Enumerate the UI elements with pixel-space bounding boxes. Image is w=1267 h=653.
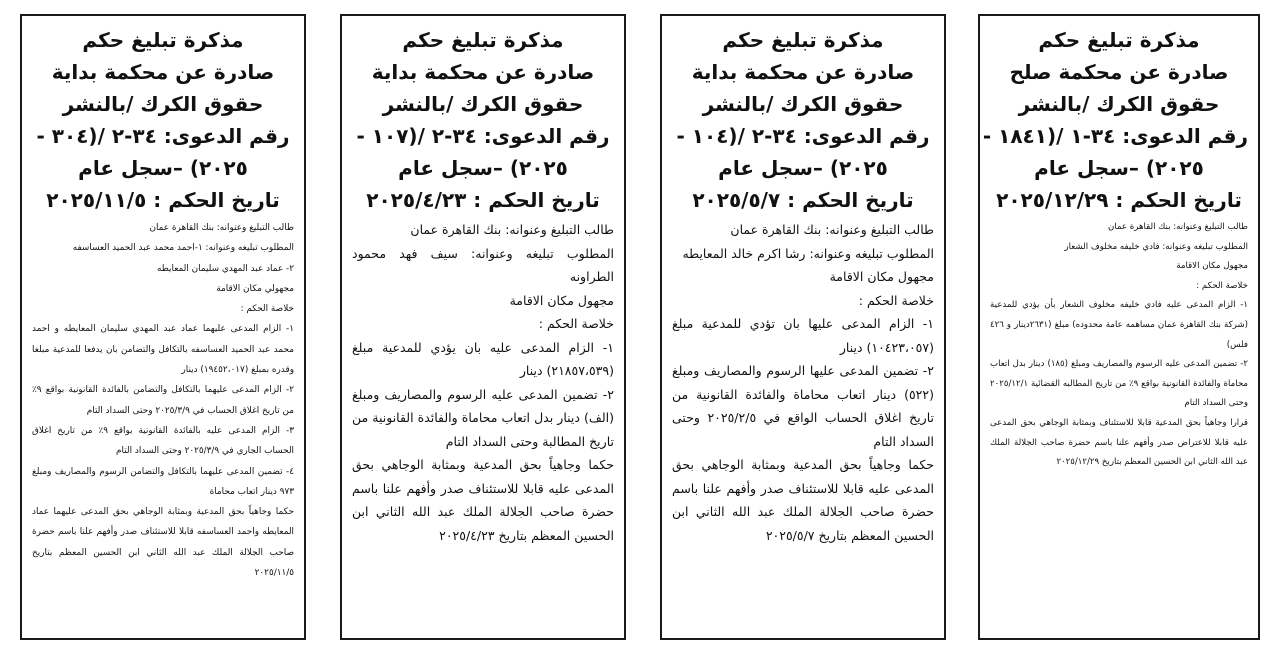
notice-case-year: ٢٠٢٥) –سجل عام (718, 156, 888, 180)
notice-case-number: رقم الدعوى: ٣٤-٢ /(١٠٤ - (676, 124, 930, 148)
notice-judgment-date: تاريخ الحكم : ٢٠٢٥/٥/٧ (692, 188, 914, 212)
notice-case-year: ٢٠٢٥) –سجل عام (78, 156, 248, 180)
notice-line: ٢- عماد عبد المهدي سليمان المعايطه (156, 263, 294, 274)
notice-location: حقوق الكرك /بالنشر (382, 92, 584, 116)
notice-line: خلاصة الحكم : (240, 304, 294, 315)
notice-line: المطلوب تبليغه وعنوانه: رشا اكرم خالد المعايطه (682, 245, 934, 261)
notice-title: مذكرة تبليغ حكم (1038, 28, 1200, 52)
notice-line: طالب التبليغ وعنوانه: بنك القاهرة عمان (149, 223, 294, 233)
notice-judgment-date: تاريخ الحكم : ٢٠٢٥/١٢/٢٩ (996, 188, 1242, 212)
notice-body (352, 218, 614, 547)
notice-body (32, 218, 294, 583)
notice-line: ١- الزام المدعى عليهما عماد عبد المهدي سليمان المعايطه و احمد محمد عبد الحميد العساسفه بالتكافل والتضامن بان يدفعا للمدعية مبلغا وقدره بمبلغ (١٩٤٥٢،٠١٧) دينار (32, 324, 294, 376)
notice-case-number: رقم الدعوى: ٣٤-٢ /(٣٠٤ - (36, 124, 290, 148)
notice-body (672, 218, 934, 547)
notice-line: طالب التبليغ وعنوانه: بنك القاهرة عمان (730, 222, 934, 237)
notice-line: ٤- تضمين المدعى عليهما بالتكافل والتضامن الرسوم والمصاريف ومبلغ ٩٧٣ دينار اتعاب محاماة (32, 466, 294, 497)
notice-line: مجهول مكان الاقامة (829, 269, 934, 284)
notice-case-number: رقم الدعوى: ٣٤-٢ /(١٠٧ - (356, 124, 610, 148)
notice-title: مذكرة تبليغ حكم (402, 28, 564, 52)
notice-line: مجهولي مكان الاقامة (216, 283, 294, 294)
notice-line: المطلوب تبليغه وعنوانه: فادي خليفه مخلوف الشعار (1064, 241, 1248, 252)
notice-court: صادرة عن محكمة صلح (1009, 60, 1229, 84)
notice-line: ٢- تضمين المدعى عليها الرسوم والمصاريف ومبلغ (٥٢٢) دينار اتعاب محاماة والفائدة القانونية من تاريخ اغلاق الحساب الواقع في ٢٠٢٥/٢/٥ وحتى السداد التام (672, 363, 934, 449)
notice-line: مجهول مكان الاقامة (1176, 261, 1248, 272)
notice-location: حقوق الكرك /بالنشر (702, 92, 904, 116)
notice-card-3 (340, 14, 626, 640)
notice-court: صادرة عن محكمة بداية (691, 60, 915, 84)
notice-judgment-date: تاريخ الحكم : ٢٠٢٥/٤/٢٣ (366, 188, 600, 212)
notice-card-2 (660, 14, 946, 640)
notice-line: ٢- الزام المدعى عليهما بالتكافل والتضامن بالفائدة القانونية بواقع ٩٪ من تاريخ اغلاق الحساب في ٢٠٢٥/٣/٩ وحتى السداد التام (32, 385, 294, 416)
notice-line: المطلوب تبليغه وعنوانه: ١-احمد محمد عبد الحميد العساسفه (72, 243, 294, 254)
notice-location: حقوق الكرك /بالنشر (62, 92, 264, 116)
notice-line: ٢- تضمين المدعى عليه الرسوم والمصاريف ومبلغ (١٨٥) دينار بدل اتعاب محاماة والفائدة القانونية بواقع ٩٪ من تاريخ المطالبه القضائية ٢٠٢٥/١٢/١ وحتى السداد التام (990, 359, 1248, 409)
notice-line: حكما وجاهياً بحق المدعية وبمثابة الوجاهي بحق المدعى عليه قابلا للاستئناف صدر وأفهم علنا باسم حضرة صاحب الجلالة الملك عبد الله الثاني ابن الحسين المعظم بتاريخ ٢٠٢٥/٤/٢٣ (352, 457, 614, 543)
notice-court: صادرة عن محكمة بداية (51, 60, 275, 84)
notice-line: خلاصة الحكم : (1196, 280, 1248, 291)
notice-line: طالب التبليغ وعنوانه: بنك القاهرة عمان (1108, 222, 1248, 232)
notice-line: خلاصة الحكم : (538, 316, 614, 331)
notice-card-4 (20, 14, 306, 640)
notice-line: خلاصة الحكم : (858, 292, 934, 308)
notice-court: صادرة عن محكمة بداية (371, 60, 595, 84)
notice-line: حكما وجاهياً بحق المدعية وبمثابة الوجاهي بحق المدعى عليهما عماد المعايطه واحمد العساسفه قابلا للاستئناف صدر وأفهم علنا باسم حضرة صاحب الجلالة الملك عبد الله الثاني ابن الحسين المعظم بتاريخ ٢٠٢٥/١١/٥ (32, 507, 294, 579)
notice-judgment-date: تاريخ الحكم : ٢٠٢٥/١١/٥ (46, 188, 280, 212)
notice-line: ٣- الزام المدعى عليه بالفائدة القانونية بواقع ٩٪ من تاريخ اغلاق الحساب الجاري في ٢٠٢٥/٣/٩ وحتى السداد التام (32, 425, 295, 457)
notice-body (990, 218, 1248, 473)
notice-line: المطلوب تبليغه وعنوانه: سيف فهد محمود الطراونه (352, 245, 614, 284)
notice-title: مذكرة تبليغ حكم (82, 28, 244, 52)
notice-line: ١- الزام المدعى عليه فادي خليفه مخلوف الشعار بأن يؤدي للمدعية (شركة بنك القاهرة عمان مساهمه عامة محدوده) مبلغ (٢٦٣١دينار و ٤٢٦ فلس) (990, 300, 1248, 350)
notice-line: ١- الزام المدعى عليه بان يؤدي للمدعية مبلغ (٢١٨٥٧،٥٣٩) دينار (352, 339, 614, 378)
notice-location: حقوق الكرك /بالنشر (1018, 92, 1220, 116)
notice-line: طالب التبليغ وعنوانه: بنك القاهرة عمان (410, 222, 614, 237)
notice-line: ٢- تضمين المدعى عليه الرسوم والمصاريف ومبلغ (الف) دينار بدل اتعاب محاماة والفائدة القانونية من تاريخ المطالبة وحتى السداد التام (352, 386, 614, 449)
notice-title: مذكرة تبليغ حكم (722, 28, 884, 52)
notice-line: قرارا وجاهياً بحق المدعية قابلا للاستئناف وبمثابة الوجاهي بحق المدعى عليه قابلا للاعتراض صدر وأفهم علنا باسم حضرة صاحب الجلالة الملك عبد الله الثاني ابن الحسين المعظم بتاريخ ٢٠٢٥/١٢/٢٩ (990, 417, 1248, 468)
notice-line: مجهول مكان الاقامة (509, 292, 614, 308)
notice-card-1 (978, 14, 1260, 640)
notice-line: ١- الزام المدعى عليها بان تؤدي للمدعية مبلغ (١٠٤٢٣،٠٥٧) دينار (672, 316, 934, 355)
notice-case-year: ٢٠٢٥) –سجل عام (1034, 156, 1204, 180)
notice-case-year: ٢٠٢٥) –سجل عام (398, 156, 568, 180)
notice-case-number: رقم الدعوى: ٣٤-١ /(١٨٤١ - (982, 124, 1248, 148)
notice-line: حكما وجاهياً بحق المدعية وبمثابة الوجاهي بحق المدعى عليه قابلا للاستئناف صدر وأفهم علنا باسم حضرة صاحب الجلالة الملك عبد الله الثاني ابن الحسين المعظم بتاريخ ٢٠٢٥/٥/٧ (672, 457, 934, 543)
